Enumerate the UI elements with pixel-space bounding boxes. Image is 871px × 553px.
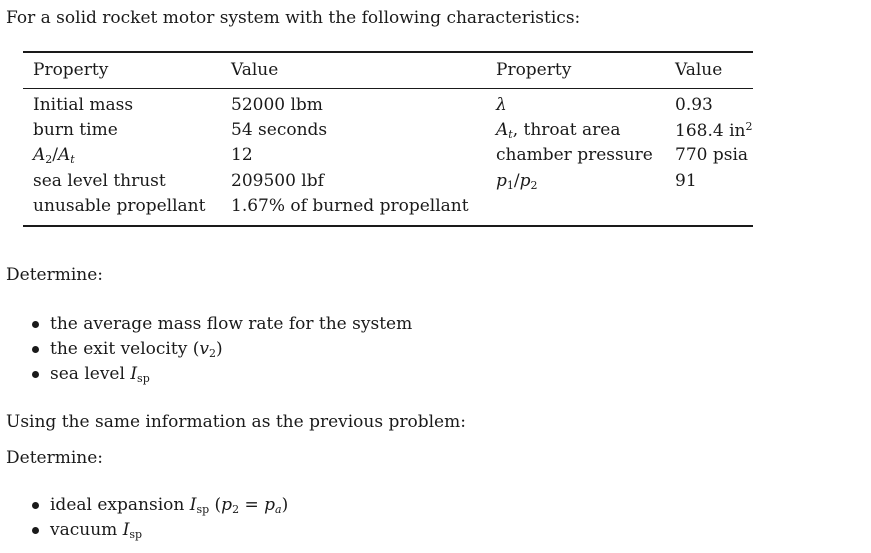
cell-lambda (496, 95, 507, 115)
list-item: sea level $I_{sp}$ (30, 362, 412, 387)
cell-lambda-value: 0.93 (675, 95, 713, 115)
using-same-text: Using the same information as the previous problem: (6, 412, 466, 432)
header-property-1: Property (33, 60, 109, 80)
cell-chamber-pressure: chamber pressure (496, 145, 653, 165)
cell-initial-mass: Initial mass (33, 95, 134, 115)
cell-throat-area-value: 168.4 $in^2$ (675, 120, 753, 141)
cell-unusable-propellant-value: 1.67% of burned propellant (231, 196, 469, 216)
determine-heading-1: Determine: (6, 265, 104, 285)
list-item: the average mass flow rate for the system (30, 312, 412, 337)
cell-area-ratio-value: 12 (231, 145, 253, 165)
cell-unusable-propellant: unusable propellant (33, 196, 206, 216)
cell-burn-time-value: 54 seconds (231, 120, 328, 140)
list-item: ideal expansion $I_{sp}$ $(p_2 = p_a)$ (30, 493, 288, 518)
table-top-rule (23, 51, 753, 53)
cell-sea-level-thrust-value: 209500 lbf (231, 171, 324, 191)
lambda-symbol: λ (496, 95, 507, 115)
list-item: the exit velocity $(v_2)$ (30, 337, 412, 362)
cell-burn-time: burn time (33, 120, 118, 140)
header-value-1: Value (231, 60, 279, 80)
intro-text: For a solid rocket motor system with the following characteristics: (6, 8, 581, 28)
cell-area-ratio: $A_2/A_t$ (33, 145, 75, 166)
header-property-2: Property (496, 60, 572, 80)
cell-initial-mass-value: 52000 lbm (231, 95, 323, 115)
table-bottom-rule (23, 225, 753, 227)
determine-heading-2: Determine: (6, 448, 104, 468)
cell-pressure-ratio-value: 91 (675, 171, 697, 191)
determine-list-2 (30, 493, 288, 543)
determine-list-1 (30, 312, 412, 387)
list-item: vacuum $I_{sp}$ (30, 518, 288, 543)
header-value-2: Value (675, 60, 723, 80)
cell-sea-level-thrust: sea level thrust (33, 171, 166, 191)
cell-throat-area: $A_t$, throat area (496, 120, 621, 141)
table-header-rule (23, 88, 753, 89)
cell-chamber-pressure-value: 770 psia (675, 145, 749, 165)
cell-pressure-ratio: $p_1/p_2$ (496, 171, 538, 192)
